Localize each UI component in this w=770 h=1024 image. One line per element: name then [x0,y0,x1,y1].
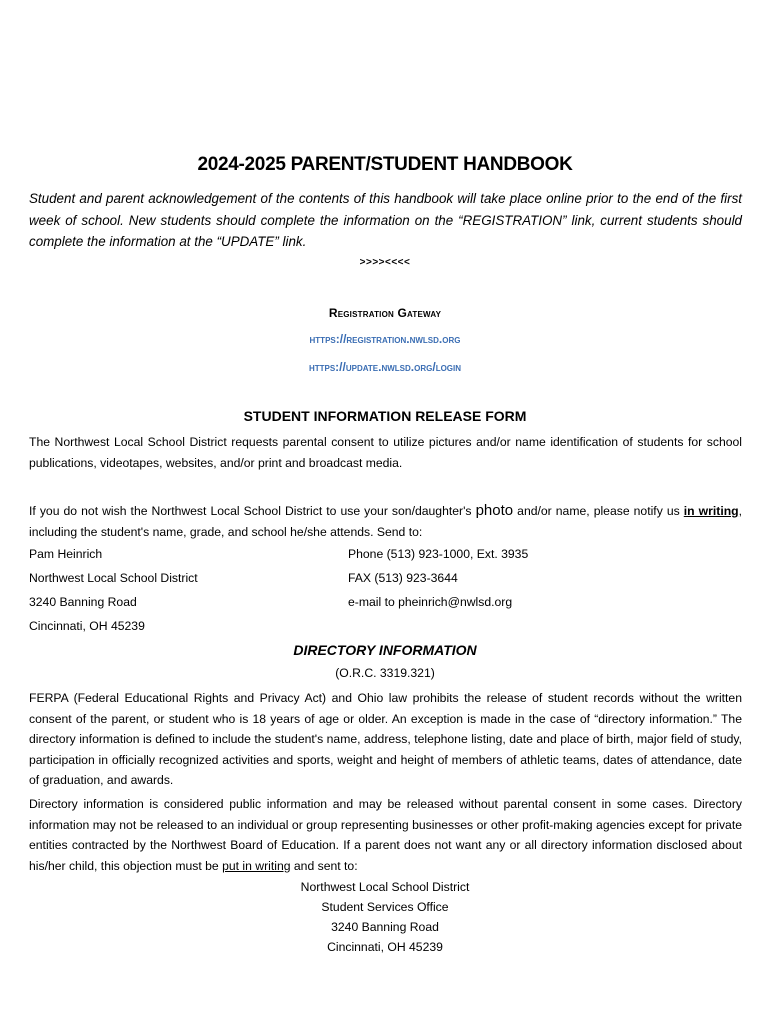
photo-word: photo [475,502,514,519]
address-line-3: 3240 Banning Road [331,920,439,934]
registration-link[interactable]: https://registration.nwlsd.org [309,332,461,346]
registration-gateway-heading: Registration Gateway [328,306,442,320]
send-to-address [0,877,770,957]
directory-public-paragraph [29,794,742,876]
release-notify-text-a: If you do not wish the Northwest Local School District to use your son/daughter's [29,504,476,518]
arrows-divider: >>>><<<< [359,257,411,268]
contact-name: Pam Heinrich [29,547,103,561]
release-notify-paragraph [29,501,742,542]
update-link[interactable]: https://update.nwlsd.org/login [308,360,462,374]
release-notify-text-b: and/or name, please notify us [513,504,684,518]
in-writing-emphasis: in writing [683,504,739,518]
contact-fax: FAX (513) 923-3644 [348,571,458,585]
directory-information-title: DIRECTORY INFORMATION [293,642,477,658]
address-line-2: Student Services Office [321,900,449,914]
contact-street: 3240 Banning Road [29,595,137,609]
orc-reference: (O.R.C. 3319.321) [335,666,435,680]
contact-district: Northwest Local School District [29,571,198,585]
put-in-writing-emphasis: put in writing [222,858,291,873]
contact-phone: Phone (513) 923-1000, Ext. 3935 [348,547,529,561]
address-line-1: Northwest Local School District [300,880,470,894]
address-line-4: Cincinnati, OH 45239 [327,940,443,954]
intro-paragraph: Student and parent acknowledgement of the contents of this handbook will take place online prior to the end of the first week of school. New students should complete the information on the “REGISTRATION” link, current students should complete the information at the “UPDATE” link. [29,191,742,249]
page-title: 2024-2025 PARENT/STUDENT HANDBOOK [197,154,573,175]
release-notify-text-c: , including the student's name, grade, and school he/she attends. Send to: [29,504,742,539]
release-form-paragraph: The Northwest Local School District requests parental consent to utilize pictures and/or name identification of students for school publications, videotapes, websites, and/or print and broadcast media. [29,435,742,470]
directory-text-b: and sent to: [290,858,358,873]
ferpa-paragraph: FERPA (Federal Educational Rights and Privacy Act) and Ohio law prohibits the release of student records without the written consent of the parent, or student who is 18 years of age or older. An exception is made in the case of “directory information.” The directory information is defined to include the student's name, address, telephone listing, date and place of birth, major field of study, participation in officially recognized activities and sports, weight and height of members of athletic teams, dates of attendance, date of graduation, and awards. [29,691,742,787]
directory-text-a: Directory information is considered public information and may be released without parental consent in some cases. Directory information may not be released to an individual or group representing businesses or other profit-making agencies except for private entities contracted by the Northwest Board of Education. If a parent does not want any or all directory information disclosed about his/her child, this objection must be [29,797,742,873]
contact-city: Cincinnati, OH 45239 [29,619,145,633]
contact-email: e-mail to pheinrich@nwlsd.org [348,595,513,609]
release-form-title: STUDENT INFORMATION RELEASE FORM [243,408,527,424]
